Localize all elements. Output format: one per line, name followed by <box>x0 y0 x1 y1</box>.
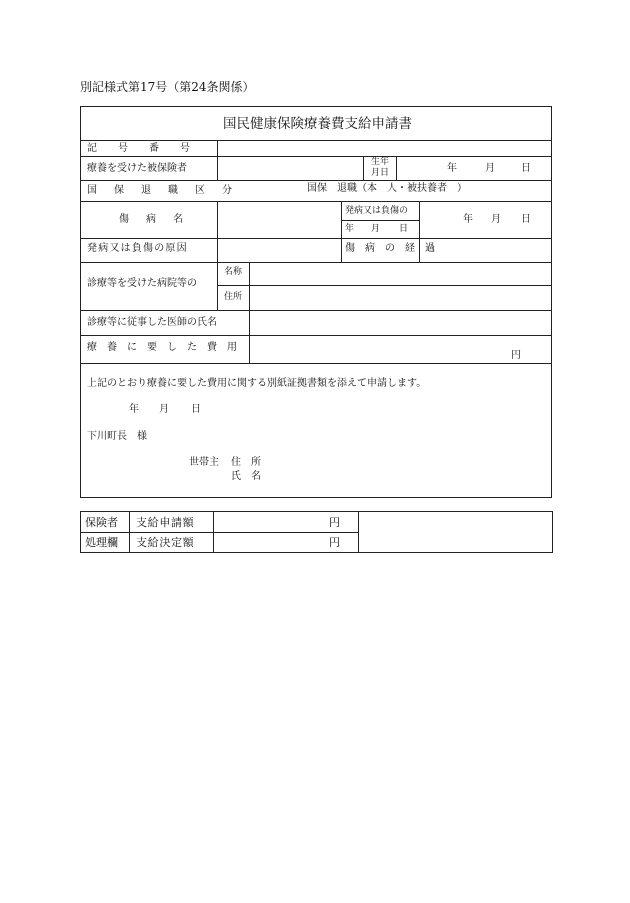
cause-label: 発病又は負傷の原因 <box>87 243 188 254</box>
decided-amount-label: 支給決定額 <box>136 536 195 549</box>
onset-day-unit-right: 日 <box>521 214 531 225</box>
office-use-table <box>80 511 553 553</box>
onset-year-unit-right: 年 <box>463 214 473 225</box>
disease-name-label: 傷 病 名 <box>119 214 187 225</box>
decided-amount-yen: 円 <box>329 536 340 549</box>
birth-date-label-1: 生年 <box>371 157 390 167</box>
declaration-year: 年 <box>129 404 139 415</box>
addressee: 下川町長 様 <box>87 431 147 442</box>
birth-day-unit: 日 <box>521 163 531 174</box>
householder-name-label: 氏 名 <box>231 471 261 482</box>
nhi-category-value: 国保 退職（本 人・被扶養者 ） <box>307 183 467 194</box>
progress-label: 傷 病 の 経 過 <box>345 243 435 254</box>
onset-month-unit: 月 <box>371 224 381 234</box>
record-number-label: 記 号 番 号 <box>87 143 196 154</box>
applied-amount-yen: 円 <box>329 516 340 529</box>
doctor-name-label: 診療等に従事した医師の氏名 <box>87 317 217 328</box>
declaration-text: 上記のとおり療養に要した費用に関する別紙証拠書類を添えて申請します。 <box>87 378 427 389</box>
applied-amount-label: 支給申請額 <box>136 516 195 529</box>
onset-day-unit: 日 <box>399 224 409 234</box>
birth-date-label-2: 月日 <box>371 168 390 178</box>
expenses-yen: 円 <box>511 350 521 361</box>
insured-person-label: 療養を受けた被保険者 <box>87 163 187 174</box>
hospital-label: 診療等を受けた病院等の <box>87 278 197 289</box>
householder-label: 世帯主 <box>189 457 219 468</box>
processing-label: 処理欄 <box>85 536 118 549</box>
declaration-month: 月 <box>159 404 169 415</box>
expenses-label: 療 養 に 要 し た 費 用 <box>87 342 237 353</box>
declaration-day: 日 <box>191 404 201 415</box>
birth-year-unit: 年 <box>447 163 457 174</box>
onset-month-unit-right: 月 <box>491 214 501 225</box>
nhi-category-label: 国 保 退 職 区 分 <box>87 185 236 196</box>
onset-year-unit: 年 <box>345 224 355 234</box>
householder-address-label: 住 所 <box>231 457 261 468</box>
form-caption: 別記様式第17号（第24条関係） <box>80 80 255 94</box>
application-form <box>80 106 552 498</box>
hospital-name-label: 名称 <box>224 267 243 277</box>
insurer-label: 保険者 <box>85 516 118 529</box>
birth-month-unit: 月 <box>485 163 495 174</box>
form-title: 国民健康保険療養費支給申請書 <box>223 116 412 132</box>
hospital-address-label: 住所 <box>224 292 243 302</box>
onset-date-label: 発病又は負傷の <box>345 206 409 216</box>
